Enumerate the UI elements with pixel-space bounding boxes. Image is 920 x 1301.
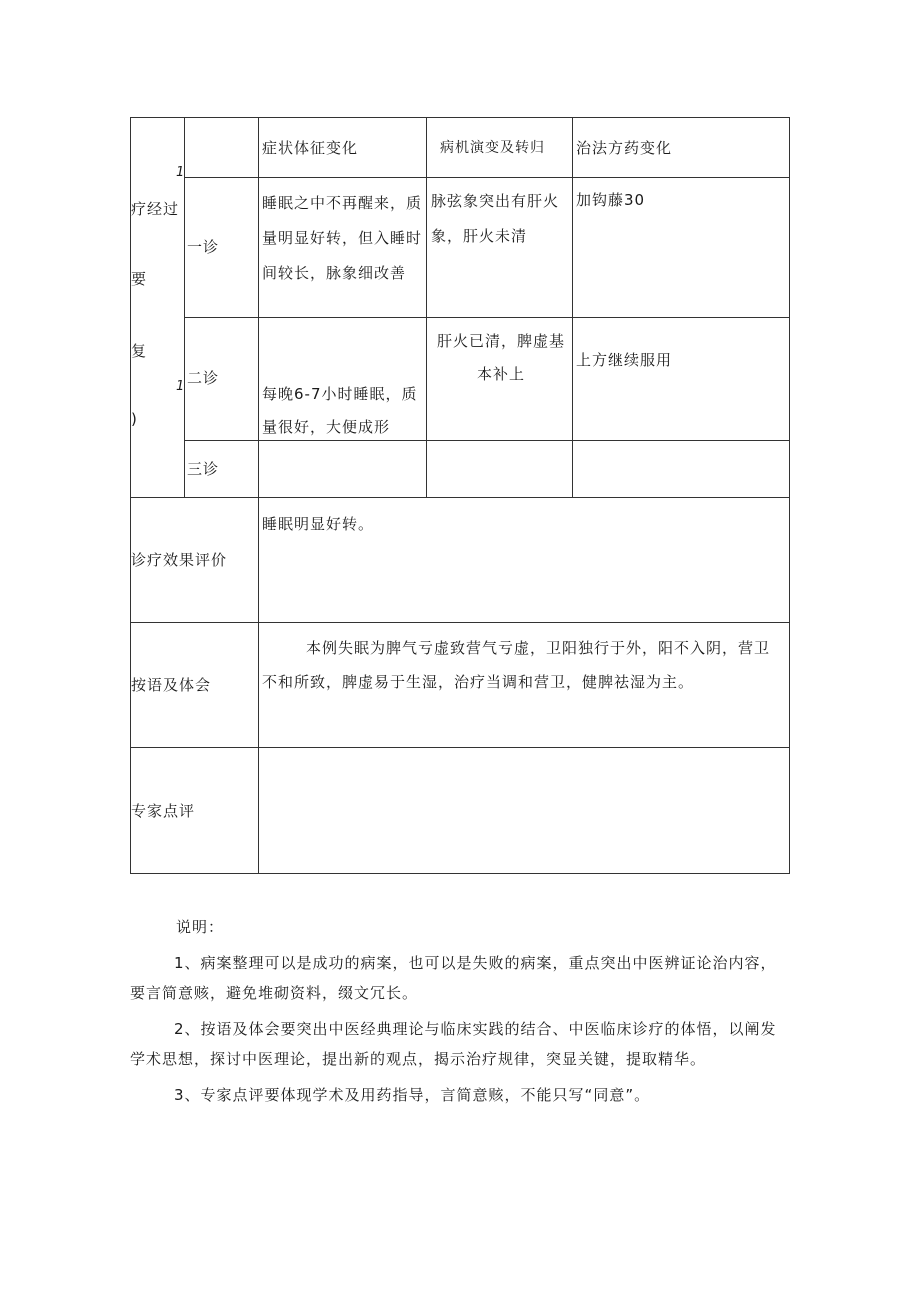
note-item-1: 1、病案整理可以是成功的病案，也可以是失败的病案，重点突出中医辨证论治内容，要言简意赅，避免堆砌资料，缀文冗长。 xyxy=(130,954,777,1002)
visit-2-pathogenesis: 肝火已清，脾虚基本补上 xyxy=(436,332,565,383)
visit-1-treatment: 加钩藤30 xyxy=(576,191,646,209)
visit-1-pathogenesis: 脉弦象突出有肝火象，肝火未清 xyxy=(431,192,560,245)
visit-3-label: 三诊 xyxy=(187,460,220,478)
note-item-2: 2、按语及体会要突出中医经典理论与临床实践的结合、中医临床诊疗的体悟，以阐发学术思想，探讨中医理论，提出新的观点，揭示治疗规律，突显关键，提取精华。 xyxy=(130,1020,777,1068)
header-symptoms: 症状体征变化 xyxy=(262,139,359,157)
commentary-text: 本例失眠为脾气亏虚致营气亏虚，卫阳独行于外，阳不入阴，营卫不和所致，脾虚易于生湿，治疗当调和营卫，健脾祛湿为主。 xyxy=(262,639,771,691)
side-mark-1: 1 xyxy=(176,165,186,180)
notes-section xyxy=(130,912,790,1110)
grid-line-after-header xyxy=(184,177,790,178)
table-border-top xyxy=(130,117,790,118)
note-item-3: 3、专家点评要体现学术及用药指导，言简意赅，不能只写“同意”。 xyxy=(174,1086,651,1104)
header-pathogenesis: 病机演变及转归 xyxy=(440,140,545,156)
visit-2-label: 二诊 xyxy=(187,369,220,387)
grid-line-after-commentary xyxy=(130,747,790,748)
effect-label: 诊疗效果评价 xyxy=(131,551,228,569)
header-treatment: 治法方药变化 xyxy=(576,139,673,157)
visit-1-label: 一诊 xyxy=(187,238,220,256)
side-mark-2: 1 xyxy=(176,379,186,394)
table-border-right xyxy=(789,117,790,874)
grid-line-after-visits xyxy=(130,497,790,498)
effect-text: 睡眠明显好转。 xyxy=(262,515,375,533)
visit-2-symptoms: 每晚6-7小时睡眠，质量很好，大便成形 xyxy=(262,385,418,436)
side-label-line-4: ) xyxy=(131,410,138,428)
notes-title: 说明： xyxy=(176,918,225,936)
grid-line-after-visit1 xyxy=(184,317,790,318)
commentary-label: 按语及体会 xyxy=(131,676,212,694)
side-label-line-3: 复 xyxy=(131,342,148,360)
side-label-line-2: 要 xyxy=(131,270,148,288)
table-border-bottom xyxy=(130,873,790,874)
side-label-line-1: 疗经过 xyxy=(131,200,180,218)
visit-2-treatment: 上方继续服用 xyxy=(576,351,673,369)
grid-line-symptoms-left xyxy=(258,117,259,874)
grid-line-after-effect xyxy=(130,622,790,623)
expert-label: 专家点评 xyxy=(131,802,196,820)
table-border-left xyxy=(130,117,131,874)
visit-1-symptoms: 睡眠之中不再醒来，质量明显好转，但入睡时间较长，脉象细改善 xyxy=(262,194,423,282)
